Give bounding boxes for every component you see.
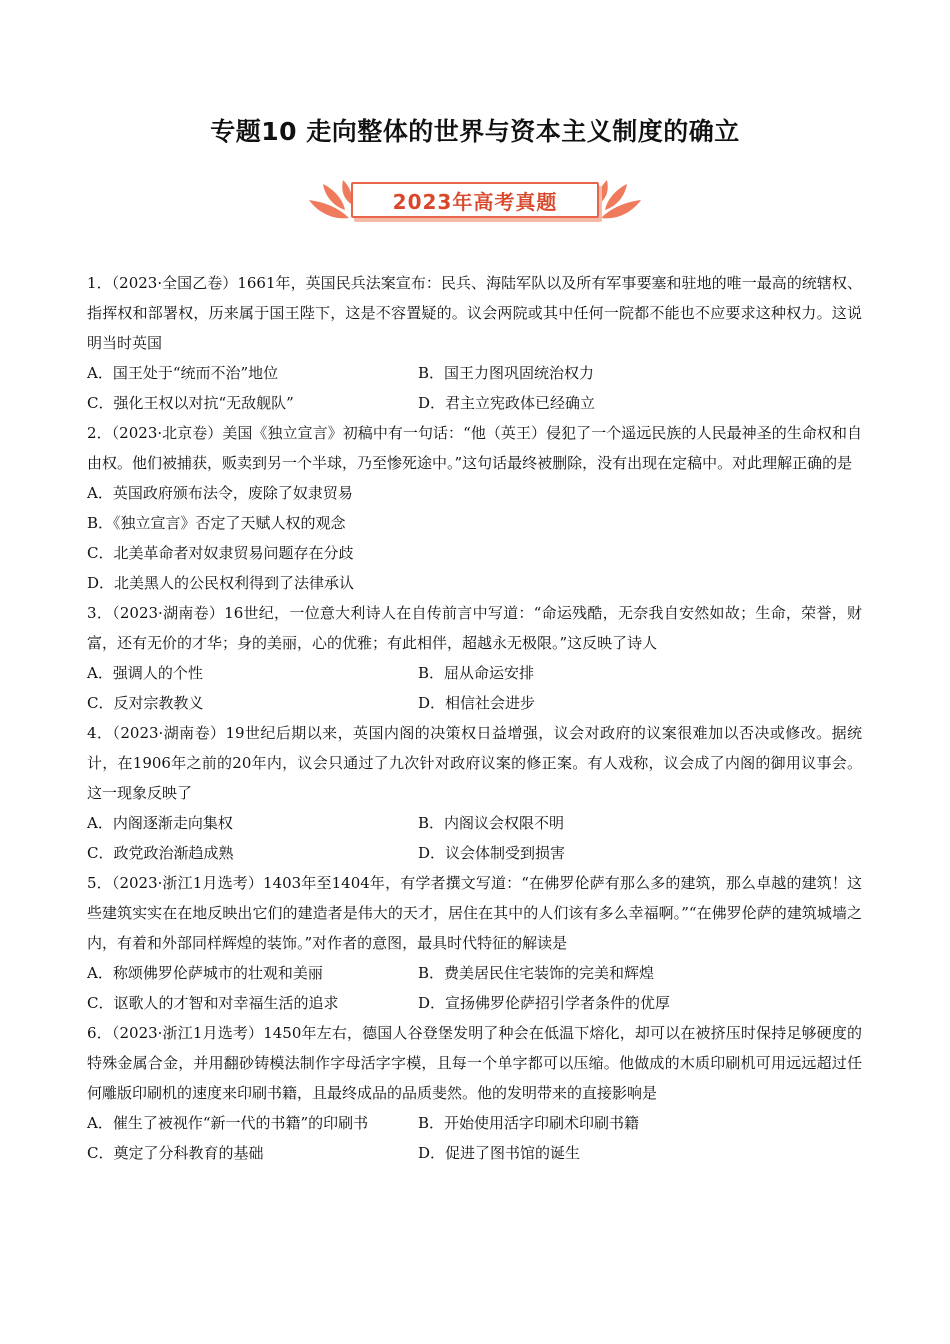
question-stem: 5．（2023·浙江1月选考）1403年至1404年，有学者撰文写道：“在佛罗伦萨有那么多的建筑，那么卓越的建筑！这些建筑实实在在地反映出它们的建造者是伟大的天才，居住在其中的人们该有多么幸福啊。”“在佛罗伦萨的建筑城墙之内，有着和外部同样辉煌的装饰。”对作者的意图，最具时代特征的解读是	[87, 874, 862, 952]
option-c: C．奠定了分科教育的基础	[87, 1144, 264, 1162]
option-row	[87, 358, 862, 388]
option-row	[87, 658, 862, 688]
question-stem: 2．（2023·北京卷）美国《独立宣言》初稿中有一句话：“他（英王）侵犯了一个遥远民族的人民最神圣的生命权和自由权。他们被捕获，贩卖到另一个半球，乃至惨死途中。”这句话最终被删除，没有出现在定稿中。对此理解正确的是	[87, 424, 862, 472]
question-6	[87, 1018, 862, 1168]
option-c: C．讴歌人的才智和对幸福生活的追求	[87, 994, 339, 1012]
option-a: A．英国政府颁布法令，废除了奴隶贸易	[87, 484, 353, 502]
option-b: B．内阁议会权限不明	[418, 814, 565, 832]
option-row	[87, 958, 862, 988]
option-row	[87, 808, 862, 838]
option-b: B．国王力图巩固统治权力	[418, 364, 595, 382]
option-d: D．相信社会进步	[418, 694, 536, 712]
option-d: D．议会体制受到损害	[418, 844, 566, 862]
option-b: B．《独立宣言》否定了天赋人权的观念	[87, 514, 346, 532]
option-a: A．称颂佛罗伦萨城市的壮观和美丽	[87, 964, 323, 982]
option-row	[87, 1108, 862, 1138]
option-row	[87, 1138, 862, 1168]
option-d: D．北美黑人的公民权利得到了法律承认	[87, 574, 355, 592]
question-3	[87, 598, 862, 718]
option-c: C．强化王权以对抗“无敌舰队”	[87, 394, 294, 412]
question-stem: 4．（2023·湖南卷）19世纪后期以来，英国内阁的决策权日益增强，议会对政府的议案很难加以否决或修改。据统计，在1906年之前的20年内，议会只通过了九次针对政府议案的修正案。有人戏称，议会成了内阁的御用议事会。这一现象反映了	[87, 724, 862, 802]
page-title: 专题10 走向整体的世界与资本主义制度的确立	[210, 117, 740, 146]
option-a: A．强调人的个性	[87, 664, 203, 682]
question-5	[87, 868, 862, 1018]
option-d: D．宣扬佛罗伦萨招引学者条件的优厚	[418, 994, 671, 1012]
option-d: D．促进了图书馆的诞生	[418, 1144, 581, 1162]
option-c: C．反对宗教教义	[87, 694, 204, 712]
exam-banner	[305, 180, 645, 230]
option-a: A．国王处于“统而不治”地位	[87, 364, 279, 382]
banner-label: 2023年高考真题	[392, 189, 558, 214]
question-stem: 6．（2023·浙江1月选考）1450年左右，德国人谷登堡发明了种会在低温下熔化，却可以在被挤压时保持足够硬度的特殊金属合金，并用翻砂铸模法制作字母活字字模，且每一个单字都可以压缩。他做成的木质印刷机可用远远超过任何雕版印刷机的速度来印刷书籍，且最终成品的品质斐然。他的发明带来的直接影响是	[87, 1024, 862, 1102]
option-c: C．政党政治渐趋成熟	[87, 844, 234, 862]
question-1	[87, 268, 862, 418]
question-stem: 1．（2023·全国乙卷）1661年，英国民兵法案宣布：民兵、海陆军队以及所有军事要塞和驻地的唯一最高的统辖权、指挥权和部署权，历来属于国王陛下，这是不容置疑的。议会两院或其中任何一院都不能也不应要求这种权力。这说明当时英国	[87, 274, 862, 352]
banner-box	[351, 182, 599, 218]
question-list	[87, 268, 862, 1168]
option-d: D．君主立宪政体已经确立	[418, 394, 596, 412]
option-a: A．内阁逐渐走向集权	[87, 814, 233, 832]
question-2	[87, 418, 862, 598]
option-b: B．费美居民住宅装饰的完美和辉煌	[418, 964, 655, 982]
option-c: C．北美革命者对奴隶贸易问题存在分歧	[87, 544, 354, 562]
option-b: B．开始使用活字印刷术印刷书籍	[418, 1114, 640, 1132]
question-stem: 3．（2023·湖南卷）16世纪，一位意大利诗人在自传前言中写道：“命运残酷，无奈我自安然如故；生命，荣誉，财富，还有无价的才华；身的美丽，心的优雅；有此相伴，超越永无极限。”这反映了诗人	[87, 604, 862, 652]
option-b: B．屈从命运安排	[418, 664, 535, 682]
option-row	[87, 688, 862, 718]
option-row	[87, 988, 862, 1018]
option-row	[87, 388, 862, 418]
option-a: A．催生了被视作“新一代的书籍”的印刷书	[87, 1114, 369, 1132]
question-4	[87, 718, 862, 868]
option-row	[87, 838, 862, 868]
